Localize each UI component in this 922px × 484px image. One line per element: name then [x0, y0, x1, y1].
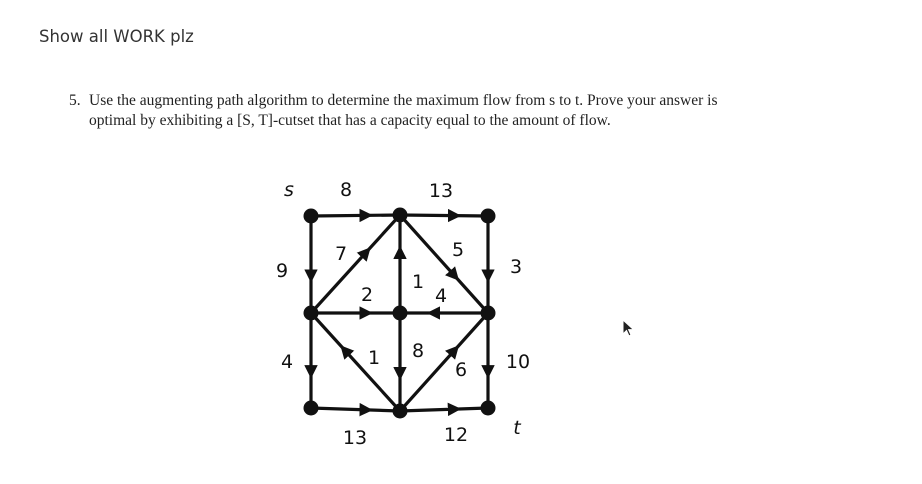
node-mm — [393, 306, 408, 321]
capacity-label: 2 — [360, 284, 374, 306]
capacity-label: 3 — [509, 256, 523, 278]
edge-ml-tm — [311, 215, 400, 313]
capacity-label: 9 — [275, 260, 289, 282]
edge-arrow-ml-tm — [363, 252, 366, 255]
problem-line-1: Use the augmenting path algorithm to determine the maximum flow from s to t. Prove your answer is — [89, 92, 718, 109]
edge-bm-br — [400, 408, 488, 411]
node-tm — [393, 208, 408, 223]
capacity-label: 1 — [411, 271, 425, 293]
capacity-label: 8 — [411, 340, 425, 362]
node-tr — [481, 209, 496, 224]
edge-arrow-tm-mr — [452, 273, 455, 276]
capacity-label: 4 — [280, 351, 294, 373]
problem-line-2: optimal by exhibiting a [S, T]-cutset that has a capacity equal to the amount of flow. — [89, 112, 611, 129]
capacity-label: 13 — [428, 180, 454, 202]
node-mr — [481, 306, 496, 321]
capacity-label: 5 — [451, 239, 465, 261]
capacity-label: 4 — [434, 285, 448, 307]
edge-arrow-bm-ml — [345, 350, 348, 353]
capacity-label: 6 — [454, 359, 468, 381]
node-br — [481, 401, 496, 416]
edge-arrow-bm-mr — [452, 350, 455, 353]
capacity-label: 10 — [505, 351, 531, 373]
mouse-cursor-icon — [622, 319, 636, 339]
capacity-label: 8 — [339, 179, 353, 201]
capacity-label: 1 — [367, 347, 381, 369]
node-bm — [393, 404, 408, 419]
capacity-label: 13 — [342, 427, 368, 449]
note-text: Show all WORK plz — [39, 27, 194, 46]
capacity-label: 7 — [334, 243, 348, 265]
problem-number: 5. — [69, 92, 81, 109]
edge-bm-ml — [311, 313, 400, 411]
capacity-label: 12 — [443, 424, 469, 446]
edge-bl-bm — [311, 408, 400, 411]
sink-label: t — [513, 417, 521, 439]
edge-tm-tr — [400, 215, 488, 216]
edge-tl-tm — [311, 215, 400, 216]
node-ml — [304, 306, 319, 321]
edge-bm-mr — [400, 313, 488, 411]
node-tl — [304, 209, 319, 224]
source-label: s — [284, 179, 294, 201]
node-bl — [304, 401, 319, 416]
